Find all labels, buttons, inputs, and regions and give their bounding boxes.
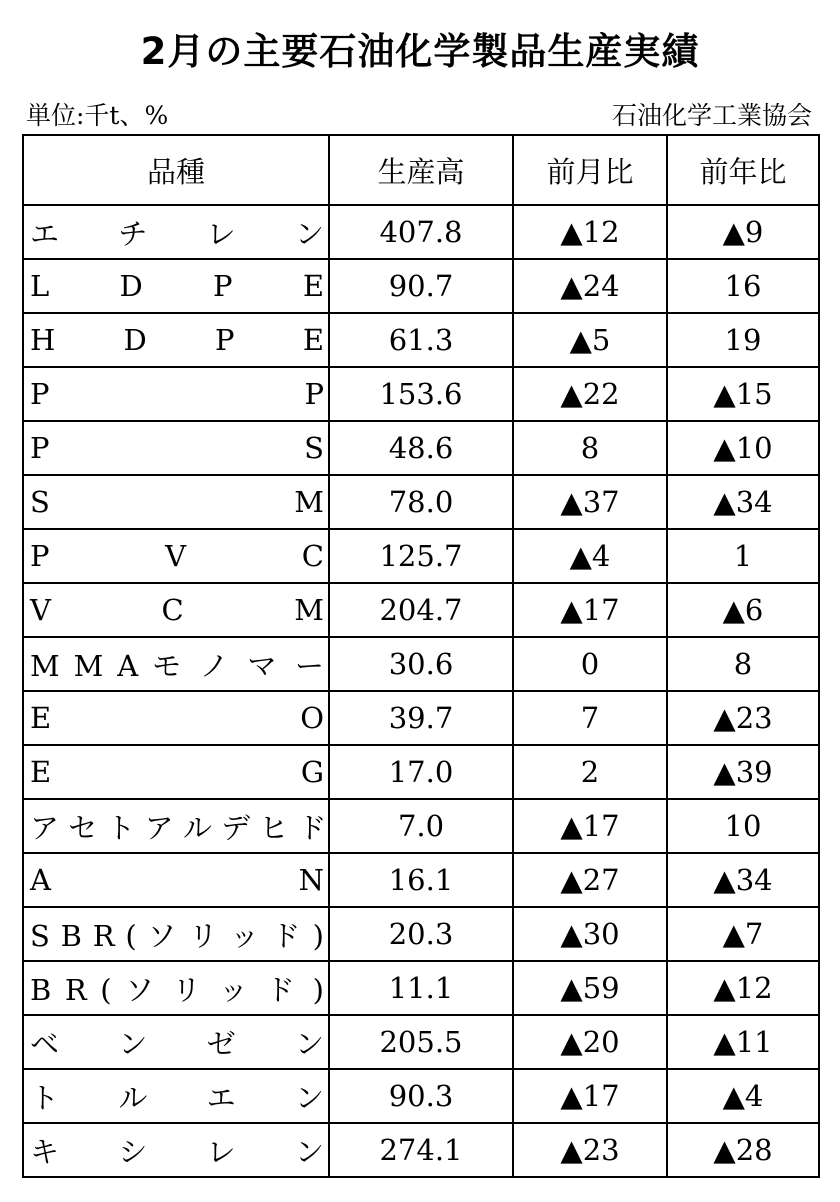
mom-value: ▲30 <box>513 907 667 961</box>
product-name: エ チ レ ン <box>23 205 329 259</box>
product-name: ト ル エ ン <box>23 1069 329 1123</box>
product-name: H D P E <box>23 313 329 367</box>
output-value: 7.0 <box>329 799 513 853</box>
mom-value: ▲23 <box>513 1123 667 1177</box>
yoy-value: ▲15 <box>667 367 819 421</box>
product-name: ア セ ト ア ル デ ヒ ド <box>23 799 329 853</box>
output-value: 20.3 <box>329 907 513 961</box>
table-row <box>23 853 819 907</box>
yoy-value: ▲39 <box>667 745 819 799</box>
production-table <box>22 134 820 1178</box>
yoy-value: ▲4 <box>667 1069 819 1123</box>
table-row <box>23 745 819 799</box>
table-row <box>23 367 819 421</box>
yoy-value: ▲9 <box>667 205 819 259</box>
yoy-value: ▲10 <box>667 421 819 475</box>
mom-value: 8 <box>513 421 667 475</box>
table-row <box>23 529 819 583</box>
table-row <box>23 583 819 637</box>
output-value: 125.7 <box>329 529 513 583</box>
mom-value: ▲22 <box>513 367 667 421</box>
mom-value: ▲24 <box>513 259 667 313</box>
yoy-value: ▲11 <box>667 1015 819 1069</box>
unit-label: 単位:千t、% <box>26 101 169 130</box>
mom-value: ▲4 <box>513 529 667 583</box>
product-name: ベ ン ゼ ン <box>23 1015 329 1069</box>
mom-value: 7 <box>513 691 667 745</box>
output-value: 61.3 <box>329 313 513 367</box>
yoy-value: 10 <box>667 799 819 853</box>
header-output: 生産高 <box>329 135 513 205</box>
output-value: 153.6 <box>329 367 513 421</box>
yoy-value: ▲34 <box>667 853 819 907</box>
product-name: キ シ レ ン <box>23 1123 329 1177</box>
header-yoy: 前年比 <box>667 135 819 205</box>
header-product: 品種 <box>23 135 329 205</box>
output-value: 90.7 <box>329 259 513 313</box>
mom-value: 2 <box>513 745 667 799</box>
product-name: S M <box>23 475 329 529</box>
page-title: 2月の主要石油化学製品生産実績 <box>140 30 700 73</box>
table-row <box>23 1069 819 1123</box>
output-value: 205.5 <box>329 1015 513 1069</box>
yoy-value: ▲12 <box>667 961 819 1015</box>
product-name: E O <box>23 691 329 745</box>
output-value: 17.0 <box>329 745 513 799</box>
output-value: 204.7 <box>329 583 513 637</box>
output-value: 11.1 <box>329 961 513 1015</box>
mom-value: 0 <box>513 637 667 691</box>
mom-value: ▲17 <box>513 799 667 853</box>
mom-value: ▲5 <box>513 313 667 367</box>
yoy-value: 16 <box>667 259 819 313</box>
yoy-value: ▲6 <box>667 583 819 637</box>
table-row <box>23 691 819 745</box>
table-row <box>23 799 819 853</box>
output-value: 30.6 <box>329 637 513 691</box>
table-row <box>23 205 819 259</box>
mom-value: ▲27 <box>513 853 667 907</box>
table-body <box>23 205 819 1177</box>
table-header <box>23 135 819 205</box>
table-row <box>23 1123 819 1177</box>
output-value: 39.7 <box>329 691 513 745</box>
output-value: 48.6 <box>329 421 513 475</box>
mom-value: ▲17 <box>513 583 667 637</box>
table-row <box>23 961 819 1015</box>
table-row <box>23 313 819 367</box>
output-value: 407.8 <box>329 205 513 259</box>
product-name: L D P E <box>23 259 329 313</box>
mom-value: ▲12 <box>513 205 667 259</box>
yoy-value: 1 <box>667 529 819 583</box>
header-mom: 前月比 <box>513 135 667 205</box>
table-row <box>23 421 819 475</box>
product-name: P P <box>23 367 329 421</box>
header-row <box>23 135 819 205</box>
table-row <box>23 475 819 529</box>
yoy-value: 8 <box>667 637 819 691</box>
output-value: 16.1 <box>329 853 513 907</box>
mom-value: ▲59 <box>513 961 667 1015</box>
yoy-value: ▲7 <box>667 907 819 961</box>
yoy-value: ▲23 <box>667 691 819 745</box>
source-label: 石油化学工業協会 <box>611 101 812 130</box>
yoy-value: ▲34 <box>667 475 819 529</box>
product-name: P S <box>23 421 329 475</box>
yoy-value: 19 <box>667 313 819 367</box>
product-name: V C M <box>23 583 329 637</box>
mom-value: ▲17 <box>513 1069 667 1123</box>
table-row <box>23 907 819 961</box>
table-row <box>23 637 819 691</box>
product-name: P V C <box>23 529 329 583</box>
product-name: E G <box>23 745 329 799</box>
mom-value: ▲37 <box>513 475 667 529</box>
table-row <box>23 259 819 313</box>
output-value: 274.1 <box>329 1123 513 1177</box>
output-value: 90.3 <box>329 1069 513 1123</box>
yoy-value: ▲28 <box>667 1123 819 1177</box>
table-row <box>23 1015 819 1069</box>
mom-value: ▲20 <box>513 1015 667 1069</box>
product-name: S B R ( ソ リ ッ ド ) <box>23 907 329 961</box>
product-name: B R ( ソ リ ッ ド ) <box>23 961 329 1015</box>
output-value: 78.0 <box>329 475 513 529</box>
product-name: M M A モ ノ マ ー <box>23 637 329 691</box>
product-name: A N <box>23 853 329 907</box>
